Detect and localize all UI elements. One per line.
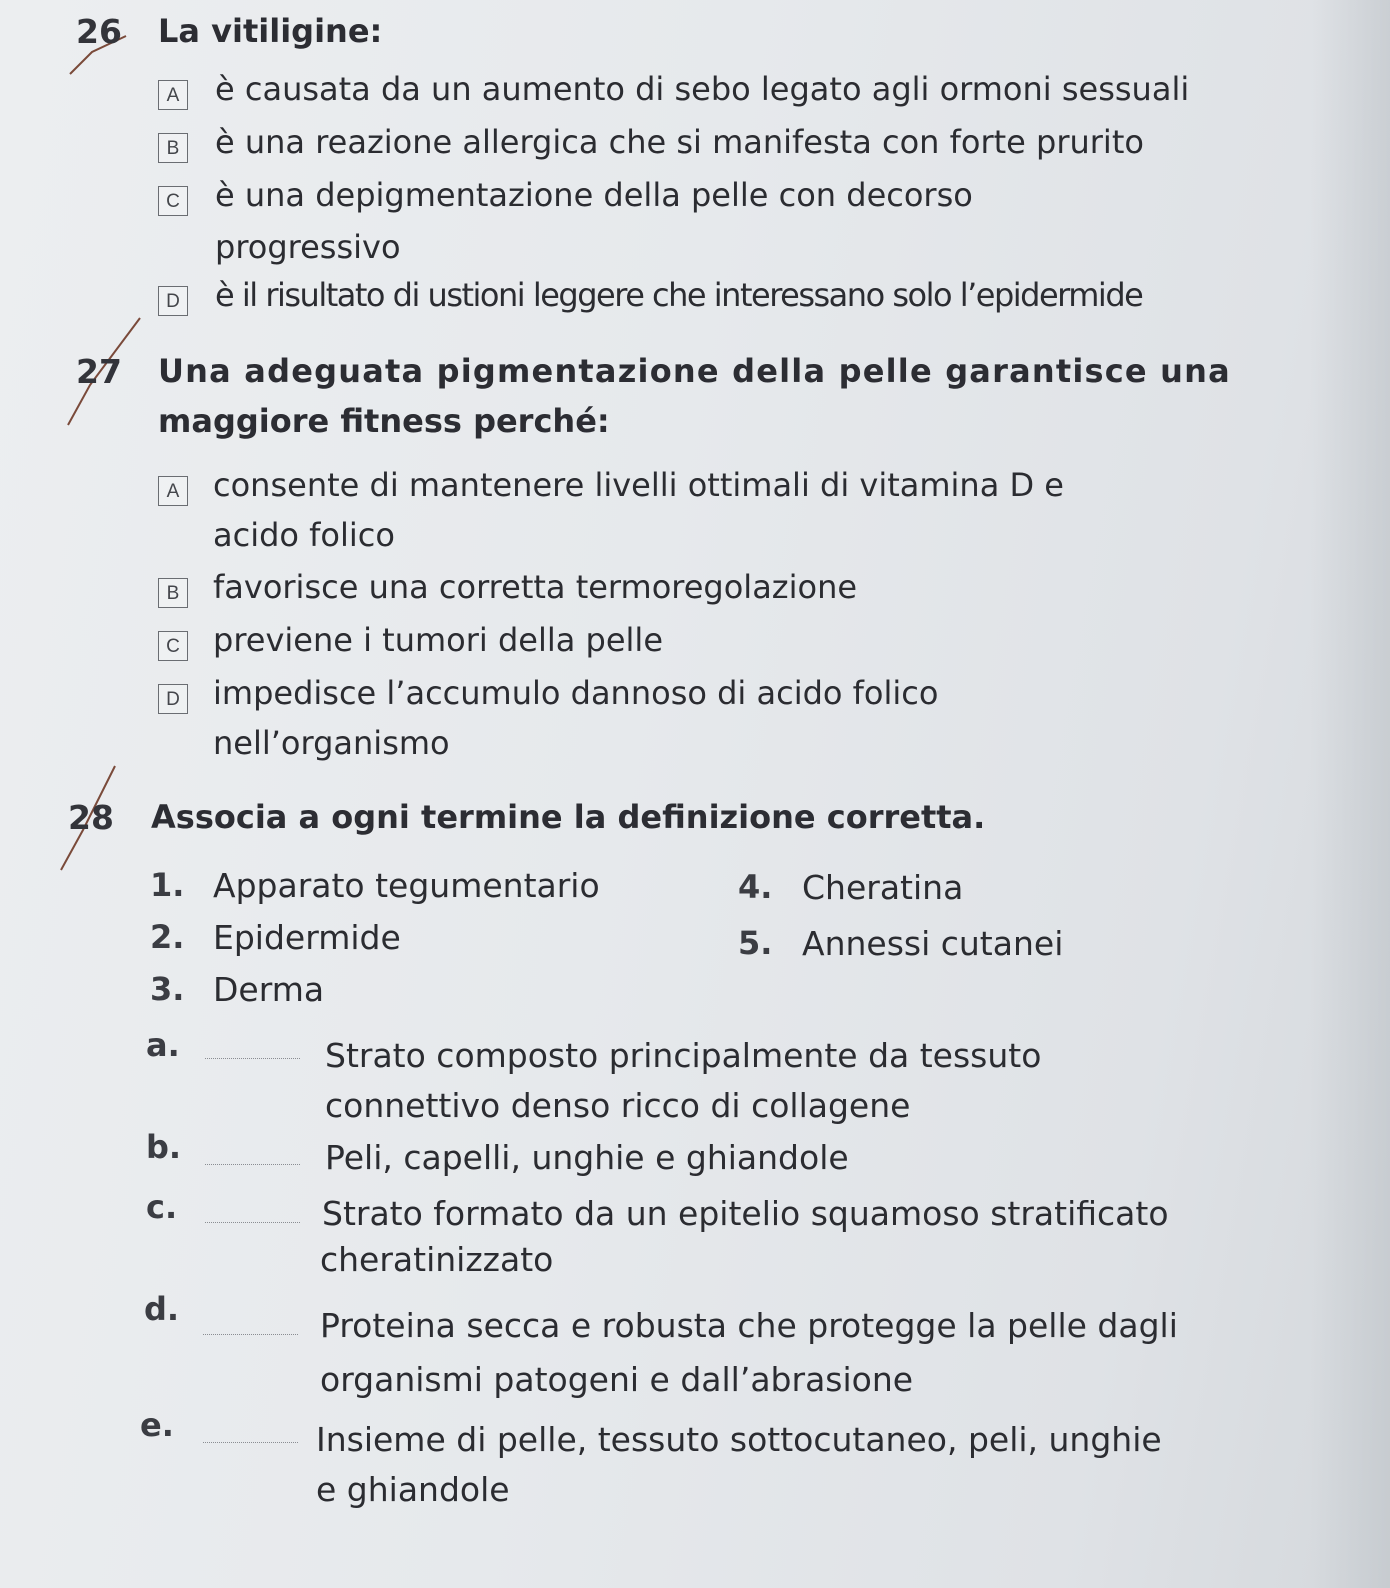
definition-letter: a. [146, 1026, 180, 1064]
option-c-text: è una depigmentazione della pelle con decorso [215, 176, 973, 214]
term-text: Epidermide [213, 918, 401, 957]
option-a-checkbox[interactable]: A [158, 476, 188, 506]
term-number: 5. [738, 924, 773, 962]
term-text: Derma [213, 970, 325, 1009]
definition-letter: e. [140, 1406, 174, 1444]
term-number: 1. [150, 866, 185, 904]
definition-text-cont: connettivo denso ricco di collagene [325, 1086, 911, 1125]
definition-letter: c. [146, 1188, 178, 1226]
term-number: 2. [150, 918, 185, 956]
question-number: 27 [76, 352, 122, 391]
option-c-text-cont: progressivo [215, 228, 401, 266]
definition-text: Strato formato da un epitelio squamoso stratificato [322, 1194, 1169, 1233]
option-d-checkbox[interactable]: D [158, 684, 188, 714]
definition-text-cont: organismi patogeni e dall’abrasione [320, 1360, 914, 1399]
definition-text-cont: cheratinizzato [320, 1240, 554, 1279]
answer-blank[interactable] [203, 1334, 298, 1335]
option-c-checkbox[interactable]: C [158, 186, 188, 216]
answer-blank[interactable] [203, 1442, 298, 1443]
option-b-text: è una reazione allergica che si manifesta con forte prurito [215, 123, 1144, 161]
option-c-checkbox[interactable]: C [158, 631, 188, 661]
question-number: 28 [68, 798, 114, 837]
option-b-text: favorisce una corretta termoregolazione [213, 568, 858, 606]
option-d-text-cont: nell’organismo [213, 724, 450, 762]
definition-text: Peli, capelli, unghie e ghiandole [325, 1138, 849, 1177]
question-title: Associa a ogni termine la definizione corretta. [151, 798, 986, 836]
option-b-checkbox[interactable]: B [158, 578, 188, 608]
definition-text: Proteina secca e robusta che protegge la pelle dagli [320, 1306, 1178, 1345]
option-d-text: è il risultato di ustioni leggere che interessano solo l’epidermide [215, 276, 1143, 314]
page-edge-shadow [1310, 0, 1390, 1588]
option-b-checkbox[interactable]: B [158, 133, 188, 163]
question-title: Una adeguata pigmentazione della pelle garantisce una [158, 352, 1231, 390]
question-title-cont: maggiore fitness perché: [158, 402, 610, 440]
definition-text: Strato composto principalmente da tessuto [325, 1036, 1042, 1075]
term-text: Annessi cutanei [802, 924, 1064, 963]
option-a-text-cont: acido folico [213, 516, 395, 554]
answer-blank[interactable] [205, 1058, 300, 1059]
option-a-text: consente di mantenere livelli ottimali di vitamina D e [213, 466, 1064, 504]
term-number: 3. [150, 970, 185, 1008]
definition-letter: d. [144, 1290, 180, 1328]
answer-blank[interactable] [205, 1222, 300, 1223]
option-a-checkbox[interactable]: A [158, 80, 188, 110]
option-d-checkbox[interactable]: D [158, 286, 188, 316]
question-title: La vitiligine: [158, 12, 383, 50]
term-text: Apparato tegumentario [213, 866, 600, 905]
option-a-text: è causata da un aumento di sebo legato agli ormoni sessuali [215, 70, 1190, 108]
answer-blank[interactable] [205, 1164, 300, 1165]
option-d-text: impedisce l’accumulo dannoso di acido folico [213, 674, 939, 712]
term-text: Cheratina [802, 868, 964, 907]
option-c-text: previene i tumori della pelle [213, 621, 663, 659]
definition-text-cont: e ghiandole [316, 1470, 510, 1509]
definition-letter: b. [146, 1128, 182, 1166]
term-number: 4. [738, 868, 773, 906]
question-number: 26 [76, 12, 122, 51]
definition-text: Insieme di pelle, tessuto sottocutaneo, peli, unghie [316, 1420, 1162, 1459]
